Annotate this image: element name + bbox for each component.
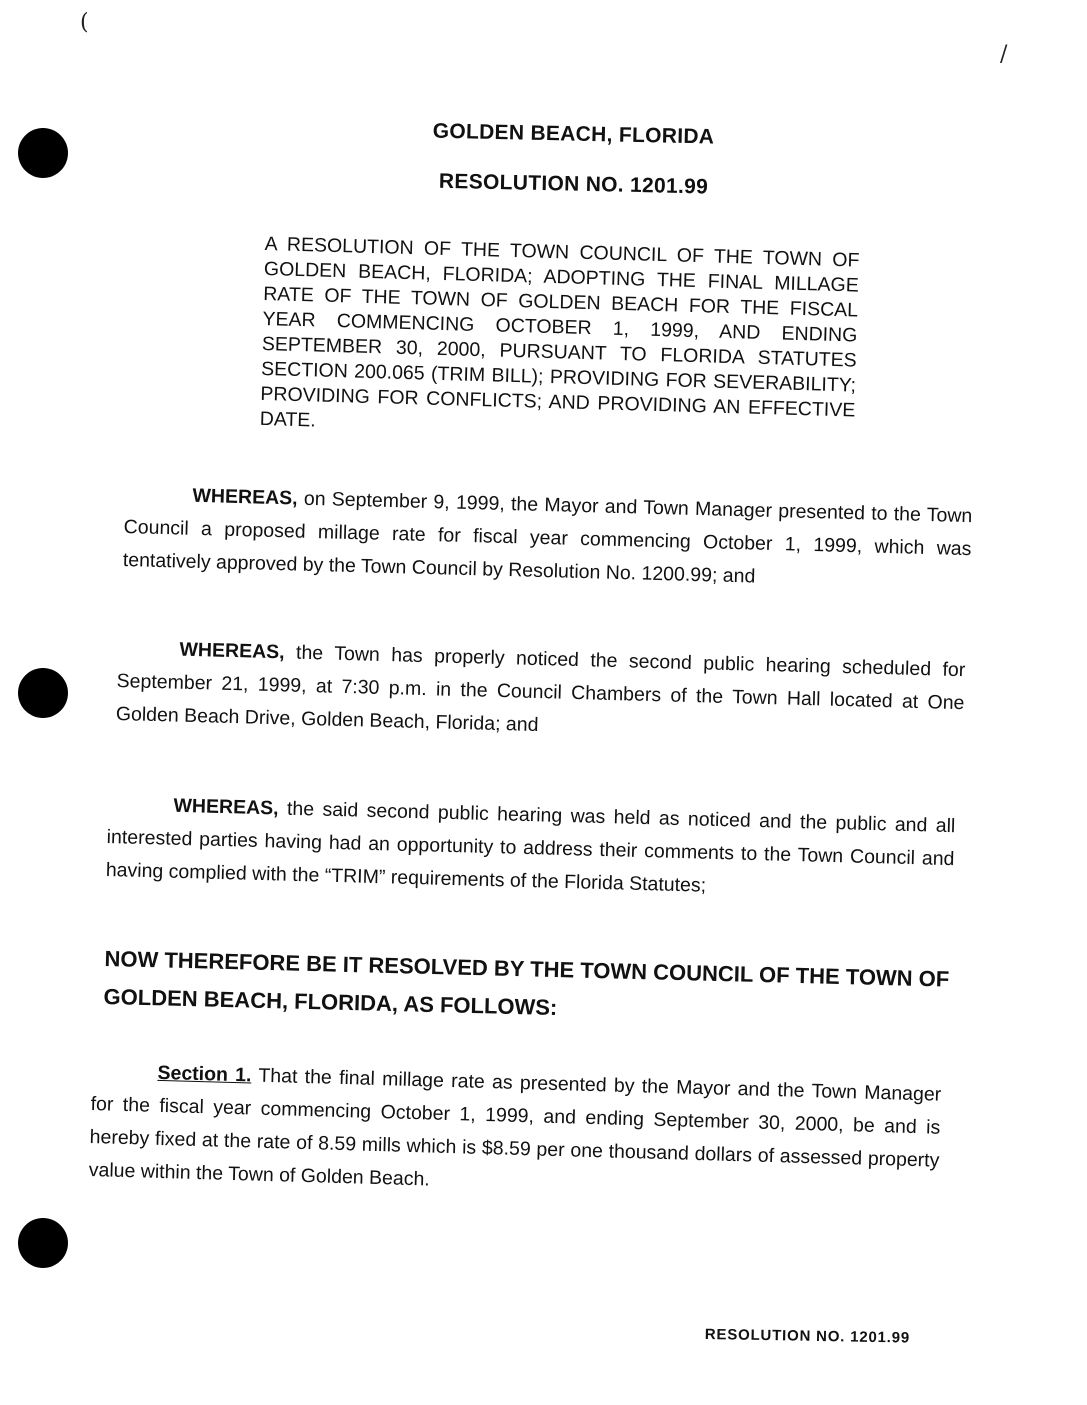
- punch-hole-bottom: [18, 1218, 68, 1268]
- section-1-text: That the final millage rate as presented by the Mayor and the Town Manager for the fiscal year commencing October 1, 1999, and ending September 30, 2000, be and is hereby fixed at the rate of 8.59 mills which is $8.59 per one thousand dollars of assessed property value within the Town of Golden Beach.: [88, 1064, 942, 1191]
- whereas-lead: WHEREAS,: [173, 794, 279, 820]
- whereas-paragraph-1: [122, 478, 972, 599]
- whereas-paragraph-2: [115, 632, 965, 753]
- scan-mark-right: /: [1000, 42, 1008, 67]
- whereas-paragraph-3: [105, 788, 955, 909]
- punch-hole-middle: [18, 668, 68, 718]
- whereas-text: the said second public hearing was held as noticed and the public and all interested parties having had an opportunity to address their comments to the Town Council and having complied with the “TRIM” requirements of the Florida Statutes;: [105, 797, 956, 897]
- whereas-text: the Town has properly noticed the second public hearing scheduled for September 21, 1999, at 7:30 p.m. in the Council Chambers of the Town Hall located at One Golden Beach Drive, Golden Beach, Florida; and: [115, 641, 966, 737]
- scan-mark-left: (: [80, 10, 89, 35]
- resolution-summary: A RESOLUTION OF THE TOWN COUNCIL OF THE TOWN OF GOLDEN BEACH, FLORIDA; ADOPTING THE FINAL MILLAGE RATE OF THE TOWN OF GOLDEN BEACH FOR THE FISCAL YEAR COMMENCING OCTOBER 1, 1999, AND ENDING SEPTEMBER 30, 2000, PURSUANT TO FLORIDA STATUTES SECTION 200.065 (TRIM BILL); PROVIDING FOR SEVERABILITY; PROVIDING FOR CONFLICTS; AND PROVIDING AN EFFECTIVE DATE.: [259, 232, 860, 432]
- whereas-lead: WHEREAS,: [179, 638, 285, 664]
- whereas-text: on September 9, 1999, the Mayor and Town Manager presented to the Town Council a proposed millage rate for fiscal year commencing October 1, 1999, which was tentatively approved by the Town Council by Resolution No. 1200.99; and: [122, 487, 973, 588]
- section-1-heading: Section 1.: [157, 1061, 252, 1087]
- resolution-title: RESOLUTION NO. 1201.99: [438, 169, 709, 199]
- whereas-lead: WHEREAS,: [192, 484, 298, 510]
- section-1-paragraph: [88, 1055, 941, 1211]
- footer-resolution-number: RESOLUTION NO. 1201.99: [704, 1326, 911, 1347]
- town-title: GOLDEN BEACH, FLORIDA: [432, 119, 715, 149]
- resolving-clause: NOW THEREFORE BE IT RESOLVED BY THE TOWN COUNCIL OF THE TOWN OF GOLDEN BEACH, FLORIDA, AS FOLLOWS:: [103, 945, 950, 1021]
